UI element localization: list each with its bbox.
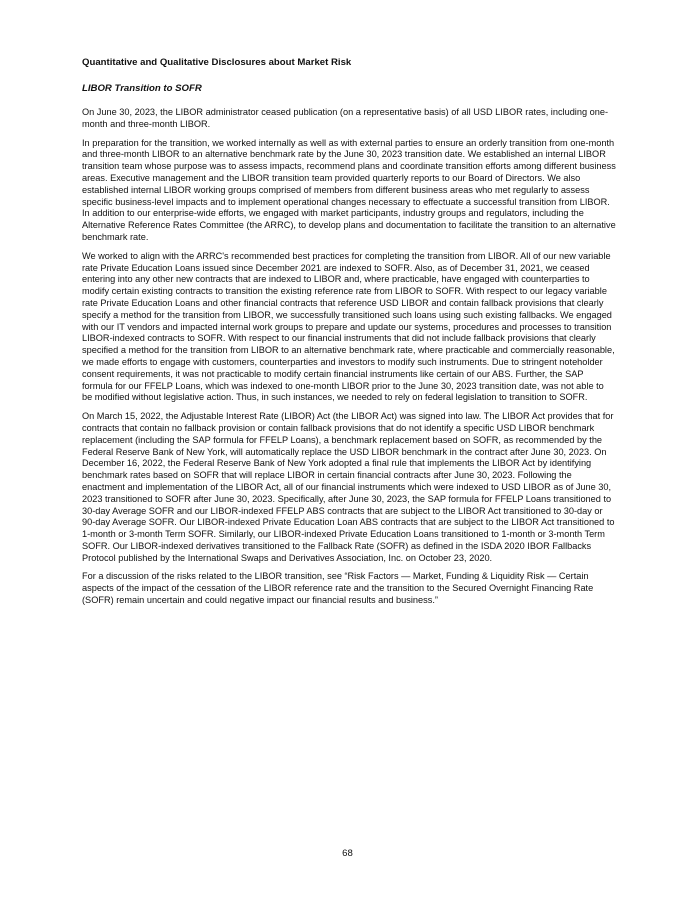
document-page — [82, 57, 616, 614]
paragraph-libor-act: On March 15, 2022, the Adjustable Interest Rate (LIBOR) Act (the LIBOR Act) was signed into law. The LIBOR Act provides that for contracts that contain no fallback provision or contain fallback provisions that do not identify a specific USD LIBOR benchmark replacement (including the SAP formula for FFELP Loans), a benchmark replacement based on SOFR, as recommended by the Federal Reserve Bank of New York, will automatically replace the USD LIBOR benchmark in the contract after June 30, 2023. On December 16, 2022, the Federal Reserve Bank of New York adopted a final rule that implements the LIBOR Act by identifying benchmark rates based on SOFR that will replace LIBOR in certain financial contracts after June 30, 2023. Following the enactment and implementation of the LIBOR Act, all of our financial instruments which were indexed to USD LIBOR as of June 30, 2023 transitioned to SOFR after June 30, 2023. Specifically, after June 30, 2023, the SAP formula for FFELP Loans transitioned to 30-day Average SOFR and our LIBOR-indexed FFELP ABS contracts that are subject to the LIBOR Act transitioned to 30-day or 90-day Average SOFR. Our LIBOR-indexed Private Education Loan ABS contracts that are subject to the LIBOR Act transitioned to 1-month or 3-month Term SOFR. Similarly, our LIBOR-indexed Private Education Loans transitioned to 1-month or 3-month Term SOFR. Our LIBOR-indexed derivatives transitioned to the Fallback Rate (SOFR) as defined in the ISDA 2020 IBOR Fallbacks Protocol published by the International Swaps and Derivatives Association, Inc. on October 23, 2020. — [82, 411, 615, 563]
paragraph-preparation: In preparation for the transition, we worked internally as well as with external parties to ensure an orderly transition from one-month and three-month LIBOR to an alternative benchmark rate by the June 30, 2023 transition date. We established an internal LIBOR transition team whose purpose was to assess impacts, recommend plans and coordinate transition efforts among different business areas. Executive management and the LIBOR transition team provided quarterly reports to our Board of Directors. We also established internal LIBOR working groups comprised of members from different business areas who met regularly to assess specific business-level impacts and to implement operational changes necessary to effectuate a successful transition from LIBOR. In addition to our enterprise-wide efforts, we engaged with market participants, industry groups and regulators, including the Alternative Reference Rates Committee (the ARRC), to develop plans and documentation to facilitate the transition to an alternative benchmark rate. — [82, 137, 616, 242]
sub-heading: LIBOR Transition to SOFR — [82, 83, 202, 94]
paragraph-arrc-alignment: We worked to align with the ARRC's recommended best practices for completing the transition from LIBOR. All of our new variable rate Private Education Loans issued since December 2021 are indexed to SOFR. Also, as of December 31, 2021, we ceased entering into any other new contracts that are indexed to LIBOR and, where practicable, have engaged with counterparties to modify certain existing contracts to transition the existing reference rate from LIBOR to SOFR. With respect to our legacy variable rate Private Education Loans and other financial contracts that reference USD LIBOR and contain fallback provisions that clearly specify a method for the transition from LIBOR, we successfully transitioned such loans using such existing fallbacks. We engaged with our IT vendors and impacted internal work groups to prepare and update our systems, procedures and processes to transition LIBOR-indexed contracts to SOFR. With respect to our financial instruments that did not include fallback provisions that clearly specified a method for the transition from LIBOR to an alternative benchmark rate, where practicable and commercially reasonable, we made efforts to engage with customers, counterparties and investors to modify such instruments. Due to stringent noteholder consent requirements, it was not practicable to modify certain financial instruments like certain of our ABS. Further, the SAP formula for our FFELP Loans, which was indexed to one-month LIBOR prior to the June 30, 2023 transition date, was not able to be modified without legislative action. Thus, in such instances, we needed to rely on federal legislation to transition to SOFR. — [82, 250, 615, 403]
paragraph-risk-factors: For a discussion of the risks related to the LIBOR transition, see “Risk Factors — Market, Funding & Liquidity Risk — Certain aspects of the impact of the cessation of the LIBOR reference rate and the transition to the Secured Overnight Financing Rate (SOFR) remain uncertain and could negative impact our financial results and business.” — [82, 571, 594, 606]
section-heading: Quantitative and Qualitative Disclosures about Market Risk — [82, 57, 352, 68]
paragraph-cessation: On June 30, 2023, the LIBOR administrator ceased publication (on a representative basis) of all USD LIBOR rates, including one-month and three-month LIBOR. — [82, 107, 609, 129]
page-number: 68 — [342, 848, 353, 859]
